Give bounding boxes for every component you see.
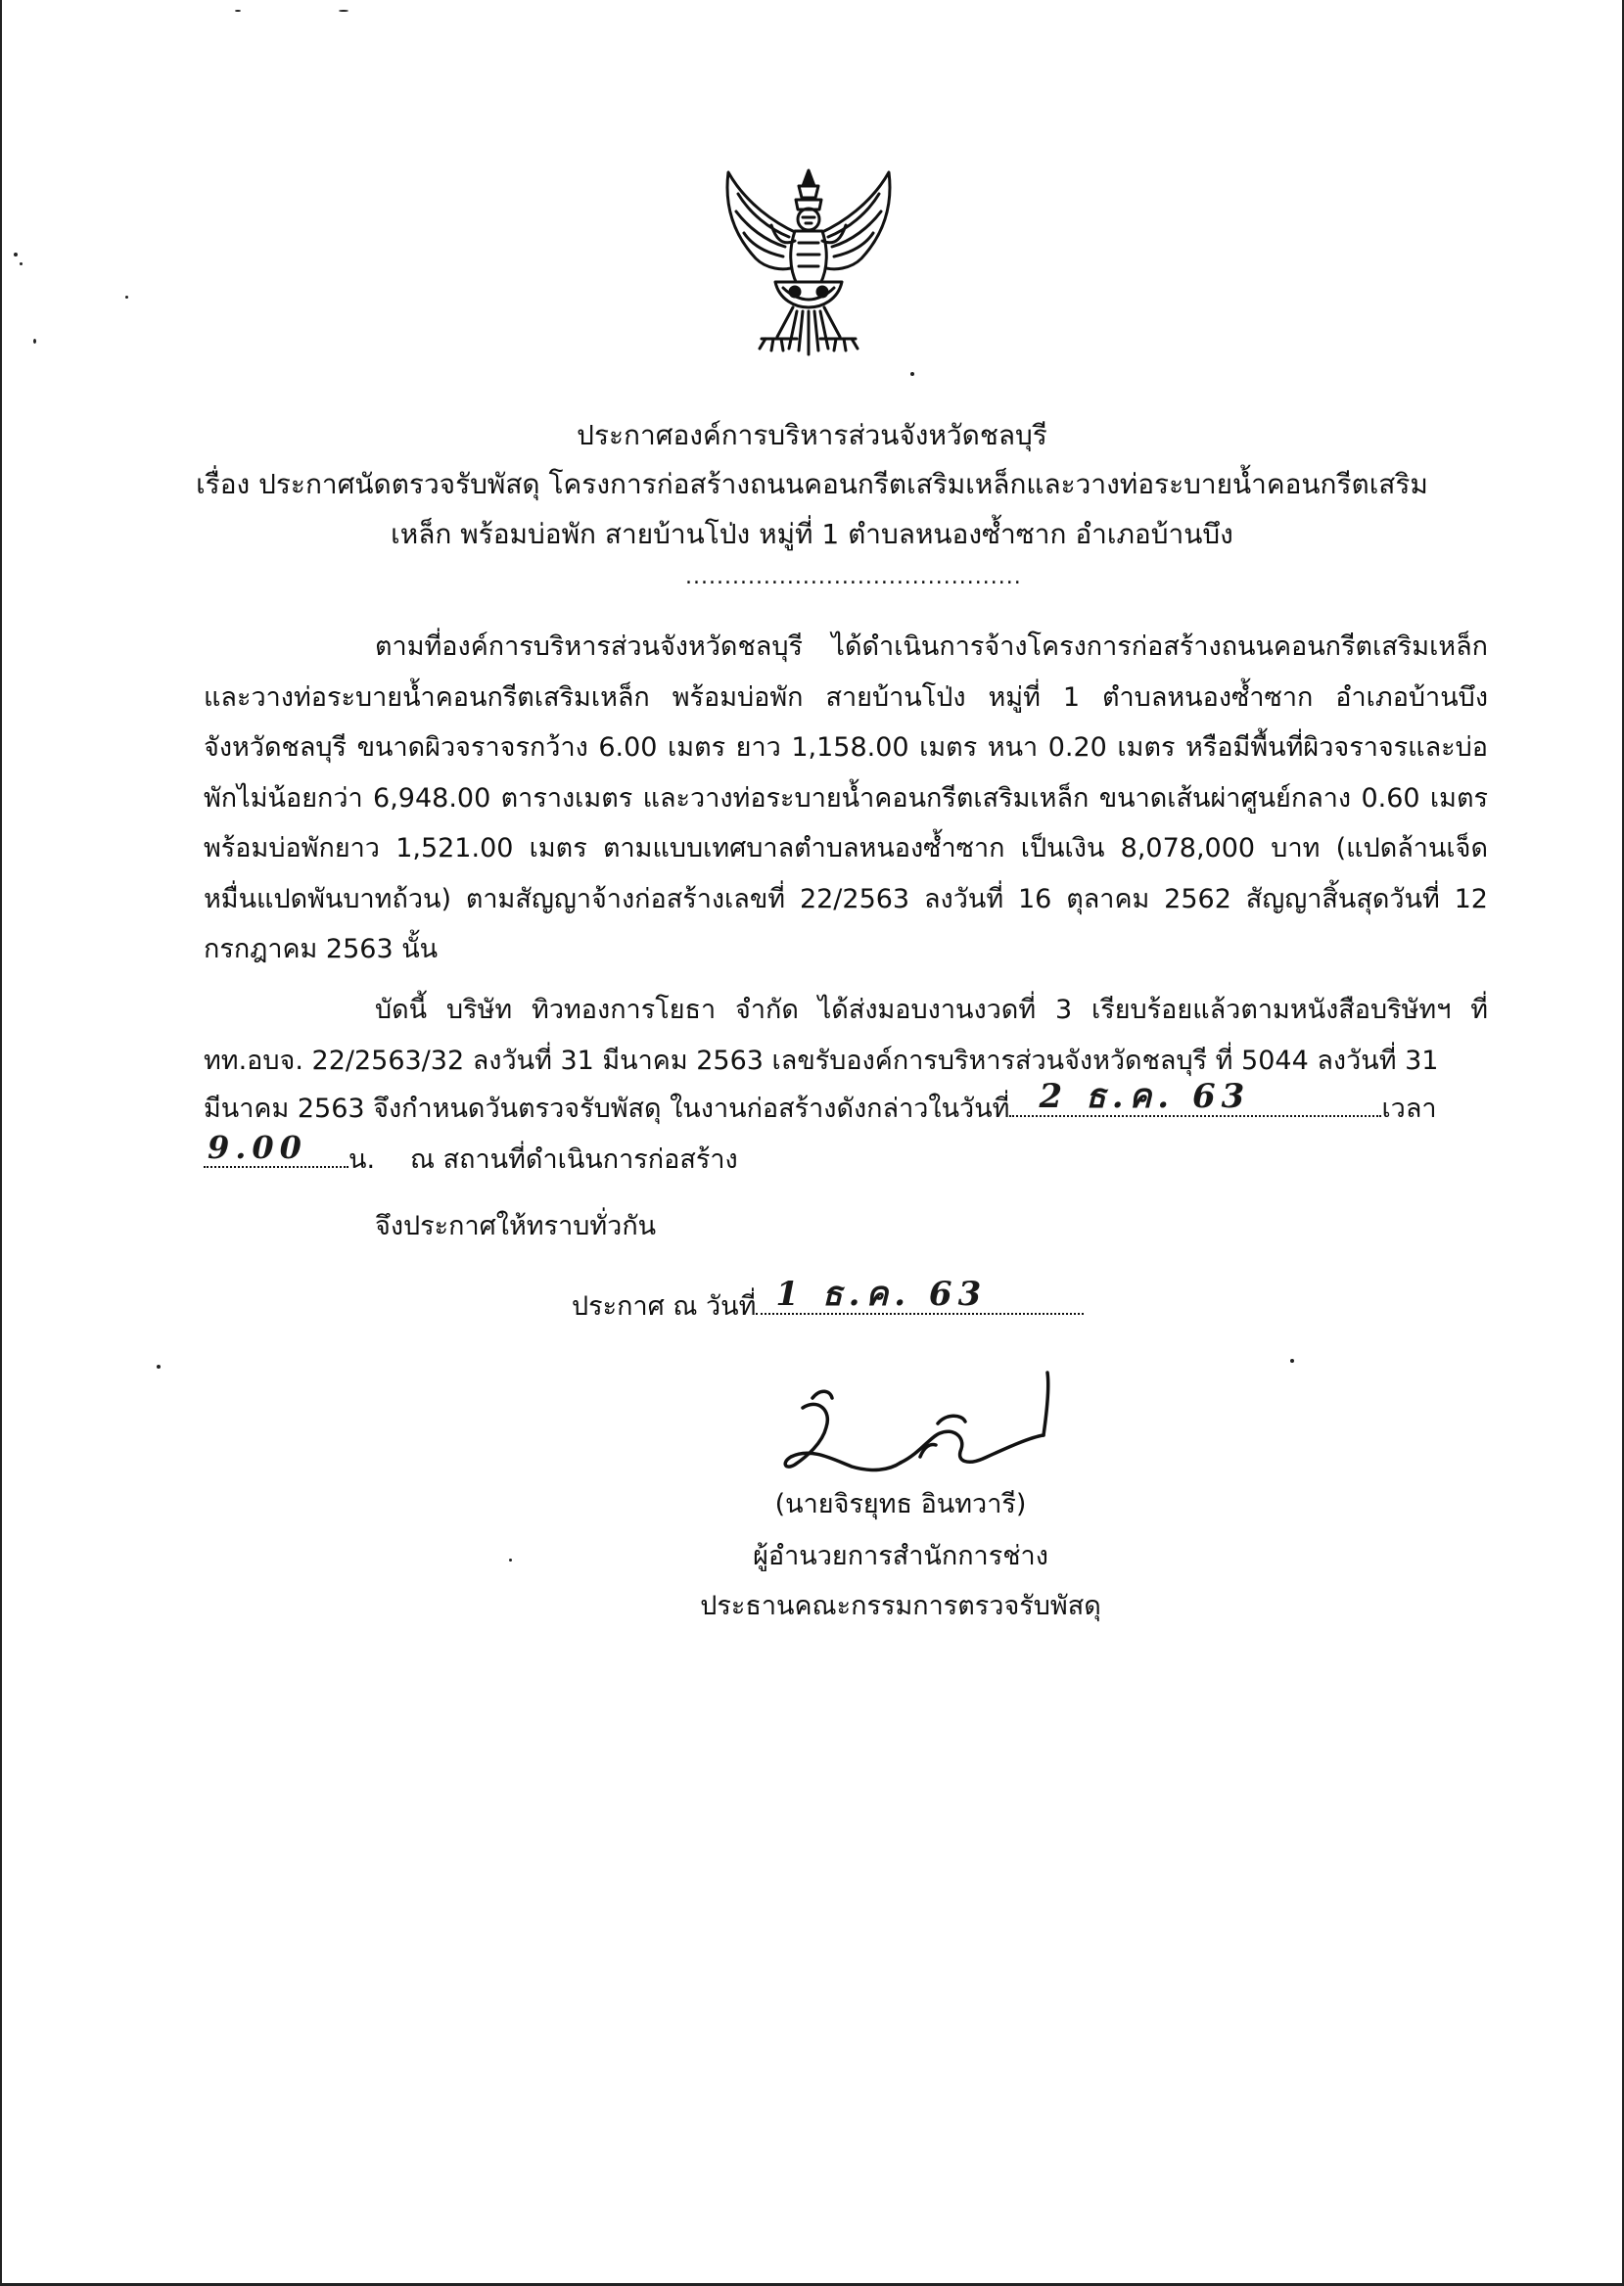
date-line-prefix: มีนาคม 2563 จึงกำหนดวันตรวจรับพัสดุ ในงานก่อสร้างดังกล่าวในวันที่ (204, 1094, 1010, 1124)
paragraph-2: บัดนี้ บริษัท ทิวทองการโยธา จำกัด ได้ส่งมอบงานงวดที่ 3 เรียบร้อยแล้วตามหนังสือบริษัทฯ ที่ ทท.อบจ. 22/2563/32 ลงวันที่ 31 มีนาคม 2563 เลขรับองค์การบริหารส่วนจังหวัดชลบุรี ที่ 5044 ลงวันที่ 31 (204, 995, 1488, 1076)
time-handwritten: 9.00 (208, 1129, 307, 1166)
subject-line-1: เรื่อง ประกาศนัดตรวจรับพัสดุ โครงการก่อสร้างถนนคอนกรีตเสริมเหล็กและวางท่อระบายน้ำคอนกรีตเสริม (196, 468, 1428, 500)
scan-speck (339, 10, 348, 12)
announcement-date-line (572, 1275, 1084, 1331)
time-label: เวลา (1381, 1094, 1437, 1124)
time-line (204, 1129, 738, 1185)
inspection-date-field (1009, 1077, 1381, 1117)
announcement-date-prefix: ประกาศ ณ วันที่ (572, 1291, 757, 1322)
inspection-date-handwritten: 2 ธ.ค. 63 (1039, 1077, 1251, 1116)
scan-speck (125, 296, 128, 299)
scan-speck (157, 1365, 161, 1369)
scan-speck (33, 339, 36, 344)
signatory-role: ประธานคณะกรรมการตรวจรับพัสดุ (700, 1591, 1101, 1621)
location-text: ณ สถานที่ดำเนินการก่อสร้าง (410, 1144, 738, 1175)
subject-line-2: เหล็ก พร้อมบ่อพัก สายบ้านโป่ง หมู่ที่ 1 ตำบลหนองซ้ำซาก อำเภอบ้านบึง (391, 518, 1233, 550)
scan-speck (1290, 1359, 1294, 1363)
scan-speck (235, 10, 241, 12)
time-suffix: น. (348, 1144, 376, 1175)
scan-speck (14, 253, 18, 257)
garuda-emblem-icon (707, 164, 910, 360)
signature-icon (773, 1369, 1057, 1496)
paragraph-1: ตามที่องค์การบริหารส่วนจังหวัดชลบุรี ได้ดำเนินการจ้างโครงการก่อสร้างถนนคอนกรีตเสริมเหล็ก และวางท่อระบายน้ำคอนกรีตเสริมเหล็ก พร้อมบ่อพัก สายบ้านโป่ง หมู่ที่ 1 ตำบลหนองซ้ำซาก อำเภอบ้านบึง จังหวัดชลบุรี ขนาดผิวจราจรกว้าง 6.00 เมตร ยาว 1,158.00 เมตร หนา 0.20 เมตร หรือมีพื้นที่ผิวจราจรและบ่อพักไม่น้อยกว่า 6,948.00 ตารางเมตร และวางท่อระบายน้ำคอนกรีตเสริมเหล็ก ขนาดเส้นผ่าศูนย์กลาง 0.60 เมตร พร้อมบ่อพักยาว 1,521.00 เมตร ตามแบบเทศบาลตำบลหนองซ้ำซาก เป็นเงิน 8,078,000 บาท (แปดล้านเจ็ดหมื่นแปดพันบาทถ้วน) ตามสัญญาจ้างก่อสร้างเลขที่ 22/2563 ลงวันที่ 16 ตุลาคม 2562 สัญญาสิ้นสุดวันที่ 12 กรกฎาคม 2563 นั้น (204, 631, 1488, 964)
scan-speck (509, 1559, 512, 1562)
heading-divider: ........................................... (685, 565, 1022, 589)
announcement-title: ประกาศองค์การบริหารส่วนจังหวัดชลบุรี (577, 419, 1047, 451)
signatory-name: (นายจิรยุทธ อินทวารี) (774, 1489, 1027, 1519)
closing-statement: จึงประกาศให้ทราบทั่วกัน (375, 1211, 657, 1241)
announcement-date-field (756, 1275, 1084, 1315)
signatory-position: ผู้อำนวยการสำนักการช่าง (753, 1541, 1048, 1571)
scan-speck (20, 262, 23, 265)
announcement-date-handwritten: 1 ธ.ค. 63 (775, 1275, 988, 1314)
scan-speck (910, 372, 914, 376)
time-field (204, 1129, 348, 1168)
inspection-date-line (204, 1077, 1488, 1134)
